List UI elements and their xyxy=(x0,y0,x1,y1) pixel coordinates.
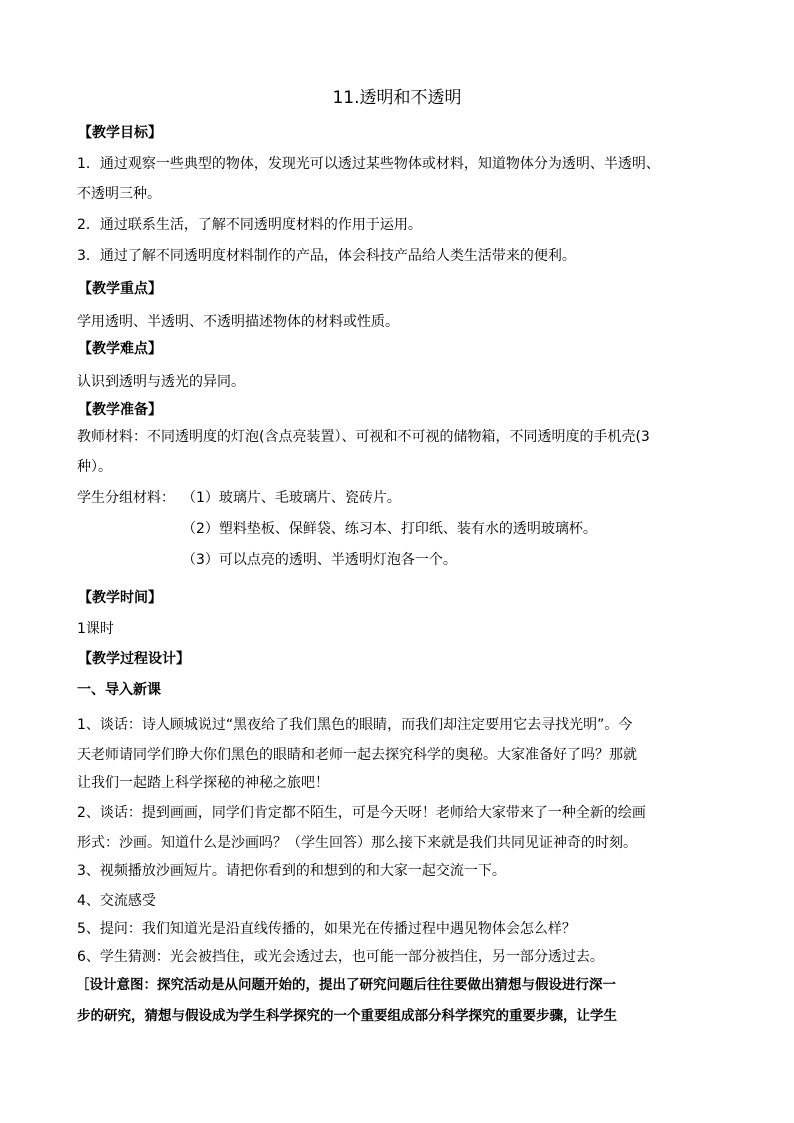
prep-student-item-2: （2）塑料垫板、保鲜袋、练习本、打印纸、装有水的透明玻璃杯。 xyxy=(182,521,597,537)
step-3: 3、视频播放沙画短片。请把你看到的和想到的和大家一起交流一下。 xyxy=(77,863,506,879)
key-heading: 【教学重点】 xyxy=(78,281,162,297)
document-title: 11.透明和不透明 xyxy=(332,88,462,108)
prep-student-label: 学生分组材料： xyxy=(77,490,175,506)
design-note-line-2: 步的研究，猜想与假设成为学生科学探究的一个重要组成部分科学探究的重要步骤，让学生 xyxy=(77,1008,617,1024)
process-heading: 【教学过程设计】 xyxy=(78,651,190,667)
step-1-line-1: 1、谈话：诗人顾城说过“黑夜给了我们黑色的眼睛，而我们却注定要用它去寻找光明”。今 xyxy=(77,717,633,733)
time-heading: 【教学时间】 xyxy=(78,590,162,606)
step-1-line-3: 让我们一起踏上科学探秘的神秘之旅吧！ xyxy=(77,775,329,791)
prep-teacher-line-1: 教师材料：不同透明度的灯泡(含点亮装置）、可视和不可视的储物箱，不同透明度的手机壳(3 xyxy=(77,429,650,445)
prep-heading: 【教学准备】 xyxy=(78,402,162,418)
difficulty-text: 认识到透明与透光的异同。 xyxy=(77,374,245,390)
step-1-line-2: 天老师请同学们睁大你们黑色的眼睛和老师一起去探究科学的奥秘。大家准备好了吗？那就 xyxy=(77,747,637,763)
key-text: 学用透明、半透明、不透明描述物体的材料或性质。 xyxy=(77,314,399,330)
goal-1-line-1: 1．通过观察一些典型的物体，发现光可以透过某些物体或材料，知道物体分为透明、半透明、 xyxy=(77,156,660,172)
step-6: 6、学生猜测：光会被挡住，或光会透过去，也可能一部分被挡住，另一部分透过去。 xyxy=(77,949,604,965)
difficulty-heading: 【教学难点】 xyxy=(78,341,162,357)
goals-heading: 【教学目标】 xyxy=(78,125,162,141)
time-text: 1课时 xyxy=(77,621,114,637)
prep-student-item-1: （1）玻璃片、毛玻璃片、瓷砖片。 xyxy=(182,490,401,506)
prep-teacher-line-2: 种）。 xyxy=(77,459,112,475)
goal-3: 3．通过了解不同透明度材料制作的产品，体会科技产品给人类生活带来的便利。 xyxy=(77,248,576,264)
part-one-heading: 一、导入新课 xyxy=(77,682,161,698)
goal-2: 2．通过联系生活，了解不同透明度材料的作用于运用。 xyxy=(77,217,422,233)
step-2-line-1: 2、谈话：提到画画，同学们肯定都不陌生，可是今天呀！老师给大家带来了一种全新的绘画 xyxy=(77,805,646,821)
prep-student-item-3: （3）可以点亮的透明、半透明灯泡各一个。 xyxy=(182,552,457,568)
step-4: 4、交流感受 xyxy=(77,893,156,909)
goal-1-line-2: 不透明三种。 xyxy=(77,186,161,202)
design-note-line-1: ［设计意图：探究活动是从问题开始的，提出了研究问题后往往要做出猜想与假设进行深一 xyxy=(76,977,616,993)
step-5: 5、提问：我们知道光是沿直线传播的，如果光在传播过程中遇见物体会怎么样？ xyxy=(77,921,576,937)
step-2-line-2: 形式：沙画。知道什么是沙画吗？（学生回答）那么接下来就是我们共同见证神奇的时刻。 xyxy=(77,835,637,851)
